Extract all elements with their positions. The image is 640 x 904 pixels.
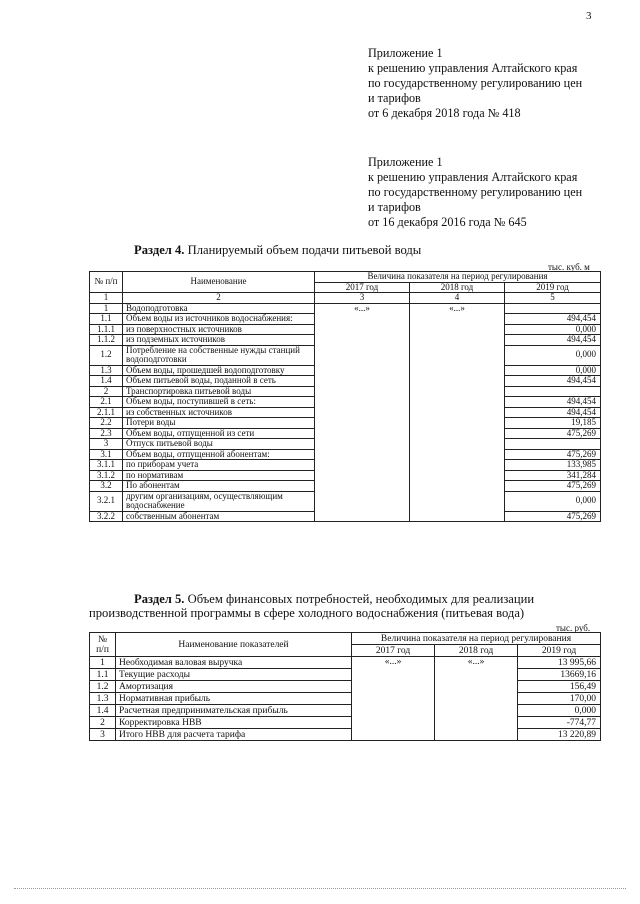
row-name: Необходимая валовая выручка: [116, 657, 352, 669]
appendix-line: Приложение 1: [368, 155, 443, 169]
table-row: [90, 729, 601, 741]
row-number: 1.4: [90, 705, 116, 717]
col-header-name: Наименование показателей: [116, 633, 352, 657]
value-2019: 133,985: [505, 460, 601, 471]
row-name: Транспортировка питьевой воды: [123, 386, 315, 397]
index-cell: 5: [505, 293, 601, 304]
value-2019: 475,269: [505, 481, 601, 492]
value-2019: 475,269: [505, 511, 601, 522]
row-number: 1.3: [90, 365, 123, 376]
row-name: из поверхностных источников: [123, 324, 315, 335]
value-2019: -774,77: [518, 717, 601, 729]
row-number: 2.3: [90, 428, 123, 439]
table-row: [90, 717, 601, 729]
row-number: 1: [90, 657, 116, 669]
section4-title: [134, 243, 421, 258]
row-number: 1.2: [90, 681, 116, 693]
row-number: 2: [90, 717, 116, 729]
value-2019: 494,454: [505, 314, 601, 325]
col-header-year: 2019 год: [518, 645, 601, 657]
col-header-year: 2018 год: [410, 282, 505, 293]
row-number: 3.2.1: [90, 491, 123, 511]
col-header-year: 2019 год: [505, 282, 601, 293]
value-2019: 0,000: [505, 345, 601, 365]
appendix-block-1: [368, 46, 582, 121]
section5-unit: тыс. руб.: [556, 623, 591, 633]
row-name: Корректировка НВВ: [116, 717, 352, 729]
section5-table-body: [90, 657, 601, 741]
index-cell: 1: [90, 293, 123, 304]
table-row: [90, 705, 601, 717]
row-number: 3.2: [90, 481, 123, 492]
row-name: По абонентам: [123, 481, 315, 492]
row-number: 1.3: [90, 693, 116, 705]
value-2018-placeholder: «...»: [435, 657, 518, 741]
value-2019: [505, 303, 601, 314]
value-2019: 156,49: [518, 681, 601, 693]
row-name: из подземных источников: [123, 335, 315, 346]
section4-title-text: Планируемый объем подачи питьевой воды: [184, 243, 422, 257]
col-header-group: Величина показателя на период регулирования: [352, 633, 601, 645]
value-2019: [505, 386, 601, 397]
value-2019: 0,000: [518, 705, 601, 717]
col-header-num: № п/п: [90, 272, 123, 293]
row-name: Текущие расходы: [116, 669, 352, 681]
section5-title-line2: производственной программы в сфере холодного водоснабжения (питьевая вода): [89, 606, 525, 620]
row-name: Объем воды из источников водоснабжения:: [123, 314, 315, 325]
section4-title-bold: Раздел 4.: [134, 243, 185, 257]
table-row: [90, 657, 601, 669]
appendix-line: и тарифов: [368, 200, 421, 214]
row-name: Итого НВВ для расчета тарифа: [116, 729, 352, 741]
row-name: Амортизация: [116, 681, 352, 693]
row-name: Отпуск питьевой воды: [123, 439, 315, 450]
page-number: 3: [586, 10, 592, 22]
section4-table-body: [90, 303, 601, 522]
col-header-name: Наименование: [123, 272, 315, 293]
value-2019: 13 995,66: [518, 657, 601, 669]
row-number: 2.1.1: [90, 407, 123, 418]
row-number: 1.1: [90, 669, 116, 681]
value-2019: 475,269: [505, 449, 601, 460]
footer-divider: [14, 888, 626, 889]
row-name: Потери воды: [123, 418, 315, 429]
col-header-num: № п/п: [90, 633, 116, 657]
index-cell: 4: [410, 293, 505, 304]
value-2019: 170,00: [518, 693, 601, 705]
value-2019: 0,000: [505, 491, 601, 511]
value-2019: 494,454: [505, 397, 601, 408]
row-name: Объем воды, прошедшей водоподготовку: [123, 365, 315, 376]
row-name: Объем воды, поступившей в сеть:: [123, 397, 315, 408]
appendix-line: и тарифов: [368, 91, 421, 105]
row-number: 1: [90, 303, 123, 314]
row-number: 3: [90, 439, 123, 450]
row-number: 3.2.2: [90, 511, 123, 522]
value-2019: 13669,16: [518, 669, 601, 681]
index-cell: 3: [315, 293, 410, 304]
row-number: 1.1.2: [90, 335, 123, 346]
value-2019: 0,000: [505, 324, 601, 335]
table-row: [90, 303, 601, 314]
row-name: из собственных источников: [123, 407, 315, 418]
row-number: 3.1.1: [90, 460, 123, 471]
row-number: 3.1: [90, 449, 123, 460]
value-2017-placeholder: «...»: [315, 303, 410, 522]
row-number: 1.2: [90, 345, 123, 365]
value-2018-placeholder: «...»: [410, 303, 505, 522]
row-number: 1.1.1: [90, 324, 123, 335]
row-number: 3: [90, 729, 116, 741]
appendix-line: к решению управления Алтайского края: [368, 61, 578, 75]
value-2019: 0,000: [505, 365, 601, 376]
appendix-line: по государственному регулированию цен: [368, 185, 583, 199]
col-header-year: 2017 год: [315, 282, 410, 293]
value-2019: 494,454: [505, 376, 601, 387]
section5-title-bold: Раздел 5.: [134, 592, 185, 606]
row-number: 2.2: [90, 418, 123, 429]
value-2019: 19,185: [505, 418, 601, 429]
row-number: 2: [90, 386, 123, 397]
section5-title-text: Объем финансовых потребностей, необходимых для реализации: [184, 592, 535, 606]
row-name: Водоподготовка: [123, 303, 315, 314]
row-name: Объем воды, отпущенной абонентам:: [123, 449, 315, 460]
row-name: другим организациям, осуществляющим водоснабжение: [123, 491, 315, 511]
row-name: Потребление на собственные нужды станций водоподготовки: [123, 345, 315, 365]
value-2019: 13 220,89: [518, 729, 601, 741]
appendix-line: по государственному регулированию цен: [368, 76, 583, 90]
row-name: по приборам учета: [123, 460, 315, 471]
value-2019: 494,454: [505, 335, 601, 346]
table-row: [90, 681, 601, 693]
appendix-line: от 6 декабря 2018 года № 418: [368, 106, 521, 120]
section5-table: [89, 632, 601, 741]
row-number: 3.1.2: [90, 470, 123, 481]
appendix-line: Приложение 1: [368, 46, 443, 60]
row-name: Расчетная предпринимательская прибыль: [116, 705, 352, 717]
value-2019: 494,454: [505, 407, 601, 418]
appendix-line: от 16 декабря 2016 года № 645: [368, 215, 527, 229]
row-number: 2.1: [90, 397, 123, 408]
section4-unit: тыс. куб. м: [548, 262, 590, 272]
row-name: по нормативам: [123, 470, 315, 481]
row-number: 1.4: [90, 376, 123, 387]
value-2019: [505, 439, 601, 450]
table-row: [90, 669, 601, 681]
value-2019: 475,269: [505, 428, 601, 439]
appendix-block-2: [368, 155, 582, 230]
row-name: Объем питьевой воды, поданной в сеть: [123, 376, 315, 387]
index-cell: 2: [123, 293, 315, 304]
row-name: Объем воды, отпущенной из сети: [123, 428, 315, 439]
row-name: Нормативная прибыль: [116, 693, 352, 705]
section5-title-line1: [134, 592, 534, 607]
table-row: [90, 693, 601, 705]
appendix-line: к решению управления Алтайского края: [368, 170, 578, 184]
section4-table: [89, 271, 601, 522]
value-2017-placeholder: «...»: [352, 657, 435, 741]
col-header-year: 2017 год: [352, 645, 435, 657]
value-2019: 341,284: [505, 470, 601, 481]
row-name: собственным абонентам: [123, 511, 315, 522]
col-header-group: Величина показателя на период регулирования: [315, 272, 601, 283]
col-header-year: 2018 год: [435, 645, 518, 657]
row-number: 1.1: [90, 314, 123, 325]
